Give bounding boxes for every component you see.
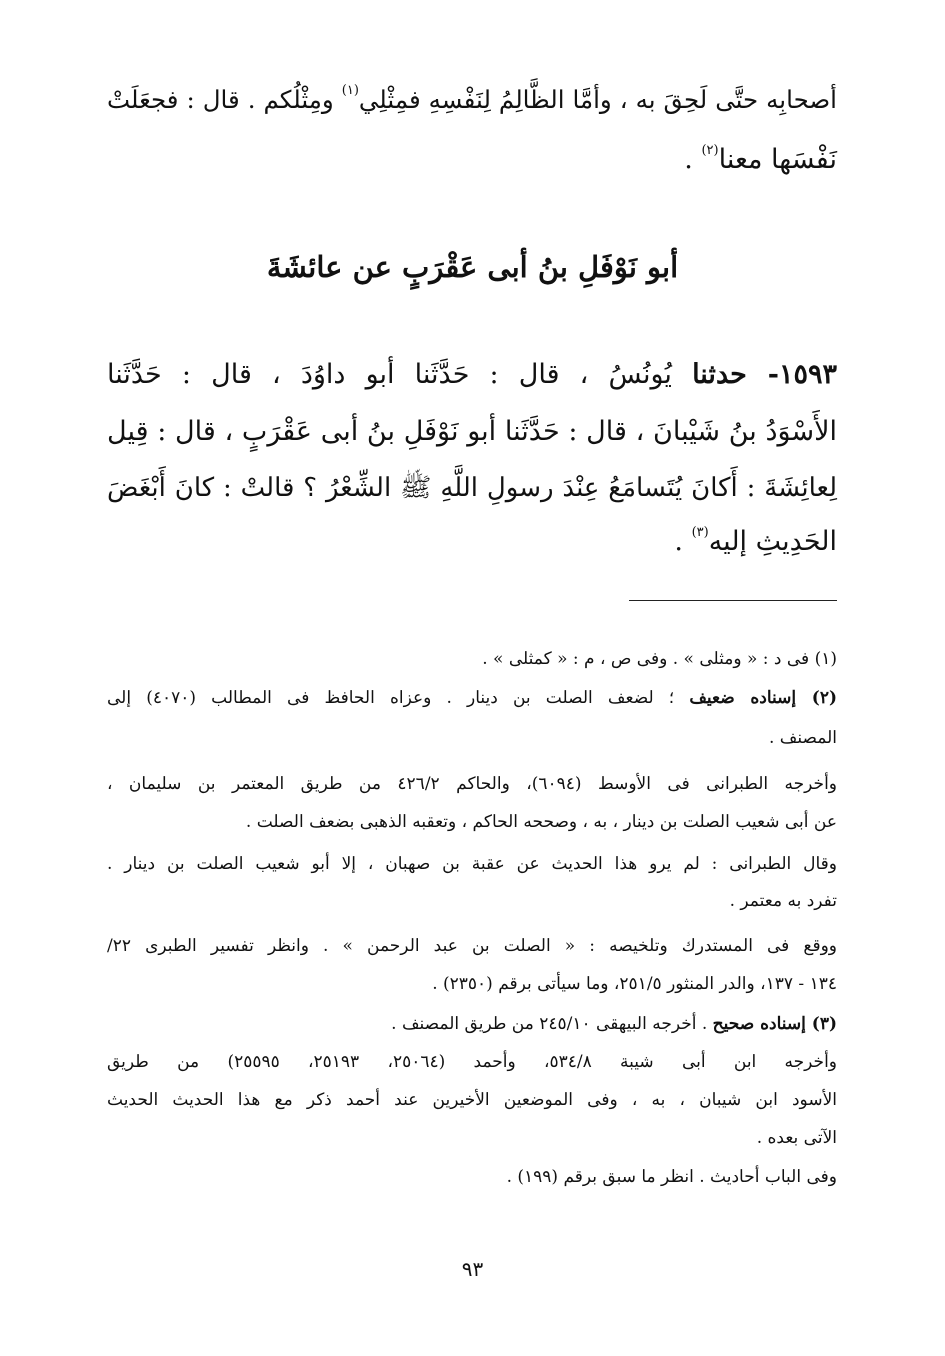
footnote-separator	[629, 600, 837, 601]
hadith-line-2: الأَسْوَدُ بنُ شَيْبانَ ، قال : حَدَّثَنا أبو نَوْفَلِ بنُ أبى عَقْرَبٍ ، قال : قِيل	[107, 416, 837, 447]
top-line2-end: .	[684, 144, 702, 175]
footnote-2-para3-line-1: وقال الطبرانى : لم يرو هذا الحديث عن عقبة بن صهبان ، إلا أبو شعيب الصلت بن دينار .	[107, 854, 837, 874]
footnote-ref-1: (١)	[341, 83, 359, 98]
footnote-1: (١) فى د : « ومثلى » . وفى ص ، م : « كمثلى » .	[482, 649, 837, 669]
footnote-3-para2-line-2: الأسود ابن شيبان ، به ، وفى الموضعين الأخيرين عند أحمد ذكر مع هذا الحديث الحديث	[107, 1090, 837, 1110]
top-line1-tail: ومِثْلُكم . قال : فجعَلَتْ	[107, 85, 342, 114]
footnote-2-line-1	[107, 684, 837, 712]
footnote-2-para4-line-1: ووقع فى المستدرك وتلخيصه : « الصلت بن عبد الرحمن » . وانظر تفسير الطبرى ٢٢/	[107, 936, 837, 956]
footnote-2-para4-line-2: ١٣٤ - ١٣٧، والدر المنثور ٢٥١/٥، وما سيأتى برقم (٢٣٥٠) .	[432, 974, 837, 994]
top-line2-text: نَفْسَها معنا	[718, 144, 837, 175]
footnote-ref-3: (٣)	[691, 525, 709, 540]
footnote-3-label: (٣) إسناده صحيح	[712, 1014, 837, 1034]
hadith-line-3: لِعائِشَةَ : أَكانَ يُتَسامَعُ عِنْدَ رسولِ اللَّهِ ﷺ الشِّعْرُ ؟ قالتْ : كانَ أَبْغَضَ	[107, 473, 837, 503]
top-line1-text: أصحابِه حتَّى لَحِقَ به ، وأمَّا الظَّالِمُ لِنَفْسِهِ فمِثْلِي	[358, 85, 837, 114]
hadith-line4-end: .	[674, 526, 692, 557]
footnote-2-label: (٢) إسناده ضعيف	[689, 688, 837, 708]
hadith-line-4	[107, 522, 837, 562]
footnote-2-line1-rest: ؛ لضعف الصلت بن دينار . وعزاه الحافظ فى المطالب (٤٠٧٠) إلى	[107, 688, 690, 708]
footnote-3-para2-line-3: الآتى بعده .	[756, 1128, 837, 1148]
footnote-3-line-1	[107, 1010, 837, 1038]
hadith-number: ١٥٩٣- حدثنا	[692, 359, 837, 390]
top-paragraph-line-2	[107, 140, 837, 180]
footnote-2-line-2: المصنف .	[768, 728, 837, 748]
footnote-3-line1-rest: . أخرجه البيهقى ٢٤٥/١٠ من طريق المصنف .	[391, 1014, 713, 1034]
footnote-3-para3-line-1: وفى الباب أحاديث . انظر ما سبق برقم (١٩٩) .	[506, 1167, 837, 1187]
hadith-line1-rest: يُونُسُ ، قال : حَدَّثَنا أبو داوُدَ ، قال : حَدَّثَنا	[107, 359, 693, 390]
page-number: ٩٣	[461, 1257, 484, 1281]
section-heading: أبو نَوْفَلِ بنُ أبى عَقْرَبٍ عن عائشَةَ	[266, 250, 679, 284]
footnote-3-para2-line-1: وأخرجه ابن أبى شيبة ٥٣٤/٨، وأحمد (٢٥٠٦٤، ٢٥١٩٣، ٢٥٥٩٥) من طريق	[107, 1052, 838, 1072]
footnote-2-para2-line-1: وأخرجه الطبرانى فى الأوسط (٦٠٩٤)، والحاكم ٤٢٦/٢ من طريق المعتمر بن سليمان ،	[107, 774, 837, 794]
footnote-2-para2-line-2: عن أبى شعيب الصلت بن دينار ، به ، وصححه الحاكم ، وتعقبه الذهبى بضعف الصلت .	[245, 812, 837, 832]
hadith-line4-text: الحَدِيثِ إليه	[708, 526, 837, 557]
footnote-ref-2: (٢)	[701, 143, 719, 158]
footnote-2-para3-line-2: تفرد به معتمر .	[729, 891, 837, 911]
top-paragraph-line-1	[107, 80, 837, 120]
hadith-line-1	[107, 355, 837, 395]
